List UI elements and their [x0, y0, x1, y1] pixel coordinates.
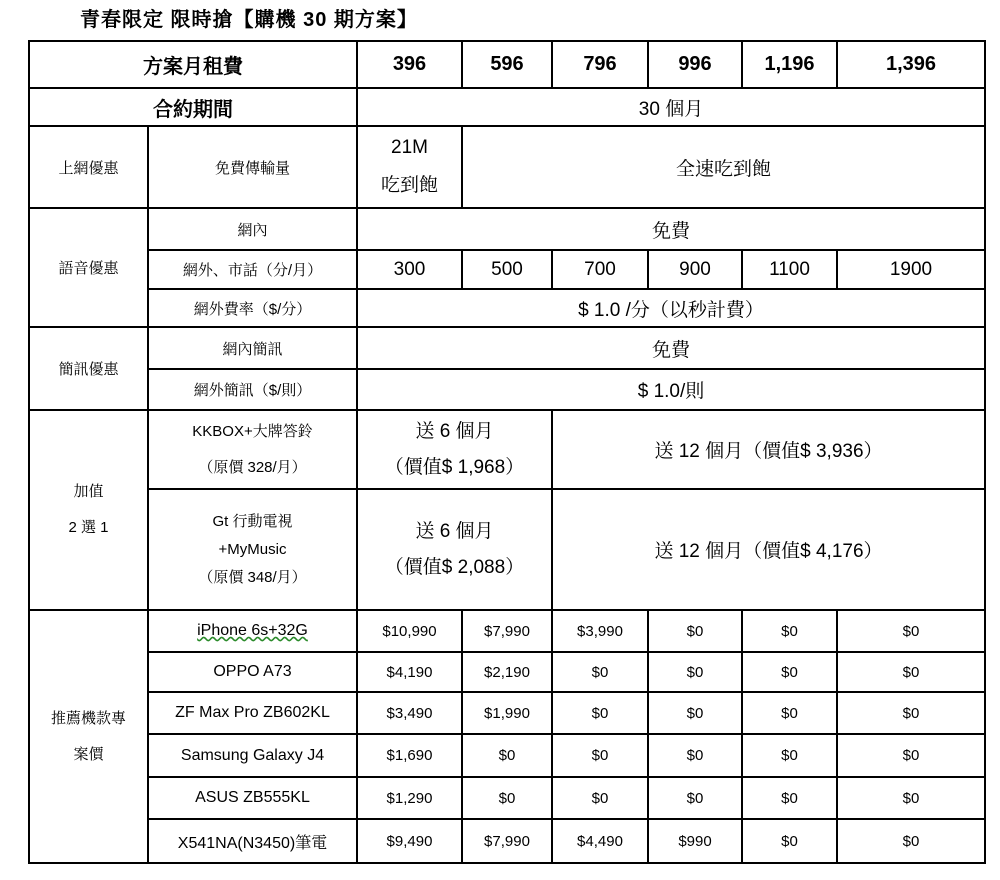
device-price: $0	[552, 652, 648, 692]
data-offer-others: 全速吃到飽	[462, 126, 985, 208]
voice-offnet-value: 1900	[837, 250, 985, 289]
addon-gt-row	[29, 489, 985, 610]
sms-offnet-label: 網外簡訊（$/則）	[148, 369, 357, 410]
data-offer-category: 上網優惠	[29, 126, 148, 208]
addon-gt-name	[148, 489, 357, 610]
device-price: $0	[648, 610, 742, 652]
device-price: $0	[837, 819, 985, 863]
device-price: $0	[837, 610, 985, 652]
addon-gt-name-line2: +MyMusic	[218, 540, 287, 558]
fee-1196: 1,196	[742, 41, 837, 88]
voice-offnet-value: 500	[462, 250, 552, 289]
addon-kkbox-row	[29, 410, 985, 489]
fee-396: 396	[357, 41, 462, 88]
device-price: $0	[742, 652, 837, 692]
sms-onnet-label: 網內簡訊	[148, 327, 357, 369]
device-price: $0	[742, 610, 837, 652]
data-offer-row	[29, 126, 985, 208]
fee-796: 796	[552, 41, 648, 88]
device-price: $0	[552, 777, 648, 819]
addon-gt-first	[357, 489, 552, 610]
data-offer-first-line2: 吃到飽	[380, 175, 438, 196]
addon-gt-name-line3: （原價 348/月）	[198, 568, 307, 586]
device-category	[29, 610, 148, 863]
device-name	[148, 610, 357, 652]
sms-onnet-value: 免費	[357, 327, 985, 369]
addon-kkbox-name-line2: （原價 328/月）	[198, 458, 307, 476]
device-price: $0	[837, 652, 985, 692]
device-price: $0	[742, 734, 837, 777]
device-price: $2,190	[462, 652, 552, 692]
device-row	[29, 652, 985, 692]
fee-label: 方案月租費	[29, 41, 357, 88]
device-row	[29, 734, 985, 777]
data-offer-first	[357, 126, 462, 208]
device-price: $0	[742, 777, 837, 819]
device-row	[29, 777, 985, 819]
device-category-line2: 案價	[73, 745, 104, 763]
device-name: Samsung Galaxy J4	[148, 734, 357, 777]
device-price: $0	[648, 692, 742, 734]
contract-value: 30 個月	[357, 88, 985, 126]
device-price: $990	[648, 819, 742, 863]
addon-category-line1: 加值	[73, 483, 104, 500]
voice-rate-value: $ 1.0 /分（以秒計費）	[357, 289, 985, 327]
addon-kkbox-name-line1: KKBOX+大牌答鈴	[192, 422, 313, 440]
device-price: $0	[837, 692, 985, 734]
voice-offnet-value: 1100	[742, 250, 837, 289]
addon-gt-first-line1: 送 6 個月	[415, 520, 494, 542]
device-price: $0	[462, 777, 552, 819]
voice-rate-label: 網外費率（$/分）	[148, 289, 357, 327]
device-price: $4,490	[552, 819, 648, 863]
sms-offnet-value: $ 1.0/則	[357, 369, 985, 410]
device-price: $0	[648, 652, 742, 692]
device-price: $0	[837, 777, 985, 819]
device-name: X541NA(N3450)筆電	[148, 819, 357, 863]
addon-category-line2: 2 選 1	[68, 519, 109, 536]
contract-label: 合約期間	[29, 88, 357, 126]
device-price: $0	[742, 692, 837, 734]
device-price: $0	[837, 734, 985, 777]
device-category-line1: 推薦機款專	[50, 709, 126, 727]
device-row	[29, 692, 985, 734]
voice-onnet-value: 免費	[357, 208, 985, 250]
device-price: $0	[552, 734, 648, 777]
device-price: $0	[462, 734, 552, 777]
device-name: ZF Max Pro ZB602KL	[148, 692, 357, 734]
data-offer-first-line1: 21M	[391, 137, 428, 158]
voice-onnet-label: 網內	[148, 208, 357, 250]
addon-kkbox-name	[148, 410, 357, 489]
addon-kkbox-first-line2: （價值$ 1,968）	[384, 456, 525, 478]
addon-kkbox-first-line1: 送 6 個月	[415, 420, 494, 442]
voice-offnet-value: 700	[552, 250, 648, 289]
contract-row	[29, 88, 985, 126]
voice-onnet-row	[29, 208, 985, 250]
addon-kkbox-others: 送 12 個月（價值$ 3,936）	[552, 410, 985, 489]
device-price: $1,290	[357, 777, 462, 819]
plan-table	[28, 40, 986, 864]
device-price: $9,490	[357, 819, 462, 863]
device-price: $0	[648, 734, 742, 777]
voice-rate-row	[29, 289, 985, 327]
addon-kkbox-first	[357, 410, 552, 489]
fee-596: 596	[462, 41, 552, 88]
voice-offnet-value: 900	[648, 250, 742, 289]
page-title: 青春限定 限時搶【購機 30 期方案】	[80, 9, 418, 31]
device-price: $7,990	[462, 819, 552, 863]
addon-gt-first-line2: （價值$ 2,088）	[384, 556, 525, 578]
addon-gt-others: 送 12 個月（價值$ 4,176）	[552, 489, 985, 610]
sms-onnet-row	[29, 327, 985, 369]
voice-offnet-value: 300	[357, 250, 462, 289]
device-price: $7,990	[462, 610, 552, 652]
device-price: $0	[648, 777, 742, 819]
device-price: $3,990	[552, 610, 648, 652]
device-price: $0	[552, 692, 648, 734]
data-offer-item: 免費傳輸量	[148, 126, 357, 208]
device-row	[29, 819, 985, 863]
fee-1396: 1,396	[837, 41, 985, 88]
device-price: $0	[742, 819, 837, 863]
device-row	[29, 610, 985, 652]
addon-gt-name-line1: Gt 行動電視	[212, 512, 293, 530]
device-price: $3,490	[357, 692, 462, 734]
addon-category	[29, 410, 148, 610]
device-name: ASUS ZB555KL	[148, 777, 357, 819]
device-price: $10,990	[357, 610, 462, 652]
sms-offnet-row	[29, 369, 985, 410]
fee-row	[29, 41, 985, 88]
sms-offer-category: 簡訊優惠	[29, 327, 148, 410]
fee-996: 996	[648, 41, 742, 88]
device-price: $1,690	[357, 734, 462, 777]
device-name: OPPO A73	[148, 652, 357, 692]
device-price: $4,190	[357, 652, 462, 692]
voice-offnet-label: 網外、市話（分/月）	[148, 250, 357, 289]
voice-offer-category: 語音優惠	[29, 208, 148, 327]
device-price: $1,990	[462, 692, 552, 734]
voice-offnet-row	[29, 250, 985, 289]
device-name-iphone: iPhone 6s+32G	[197, 622, 308, 639]
